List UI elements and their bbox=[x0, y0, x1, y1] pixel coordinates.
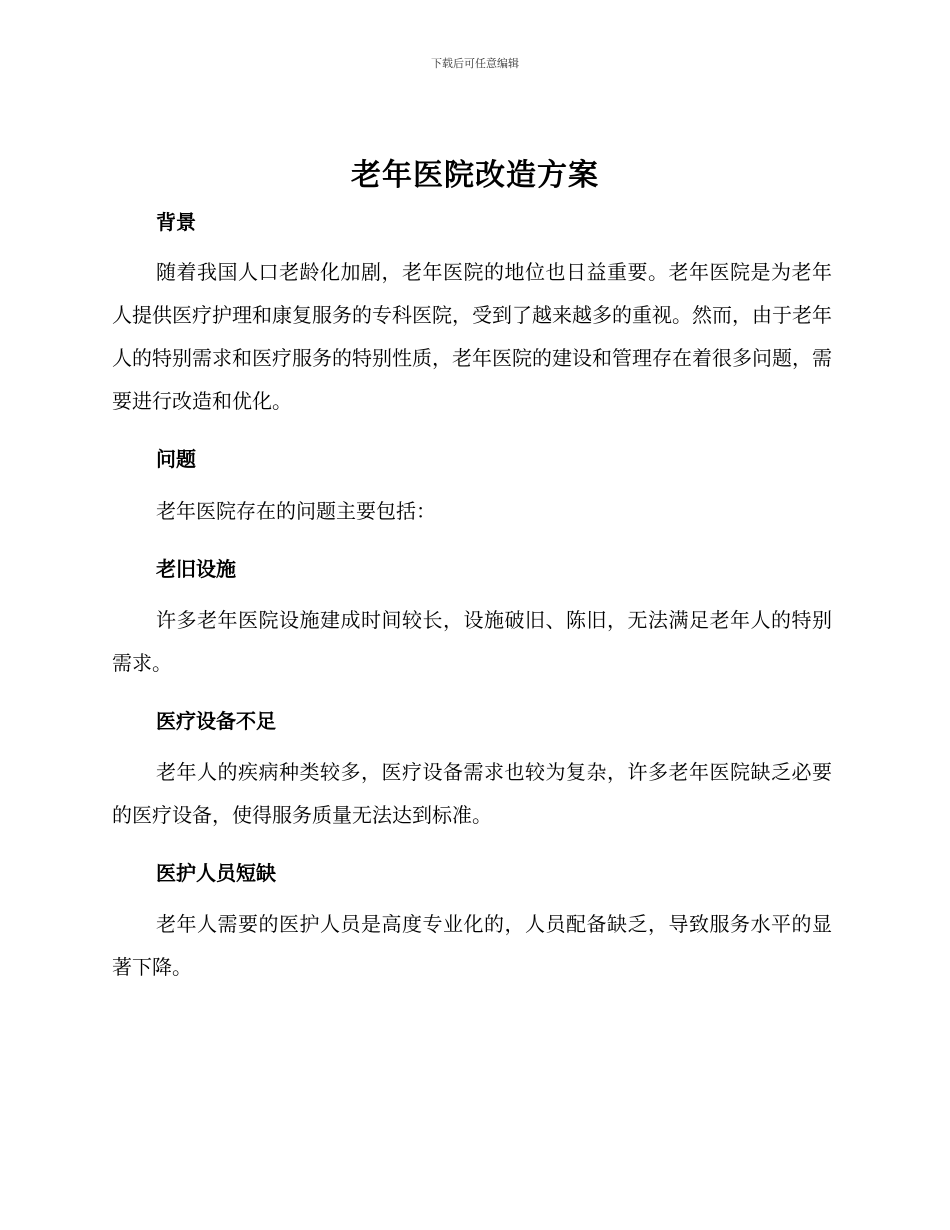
section-paragraph-equipment: 老年人的疾病种类较多，医疗设备需求也较为复杂，许多老年医院缺乏必要的医疗设备，使得服务质量无法达到标准。 bbox=[112, 760, 832, 827]
document-title: 老年医院改造方案 bbox=[351, 158, 599, 193]
section-heading-old-facilities: 老旧设施 bbox=[156, 557, 236, 581]
header-note: 下载后可任意编辑 bbox=[431, 57, 519, 70]
section-heading-staff: 医护人员短缺 bbox=[156, 861, 276, 885]
section-heading-equipment: 医疗设备不足 bbox=[156, 709, 276, 733]
section-heading-problems: 问题 bbox=[156, 447, 196, 471]
section-paragraph-problems: 老年医院存在的问题主要包括： bbox=[156, 499, 436, 523]
section-paragraph-staff: 老年人需要的医护人员是高度专业化的，人员配备缺乏，导致服务水平的显著下降。 bbox=[112, 912, 832, 979]
section-paragraph-old-facilities: 许多老年医院设施建成时间较长，设施破旧、陈旧，无法满足老年人的特别需求。 bbox=[112, 608, 832, 675]
section-heading-background: 背景 bbox=[156, 210, 196, 234]
section-paragraph-background: 随着我国人口老龄化加剧，老年医院的地位也日益重要。老年医院是为老年人提供医疗护理和康复服务的专科医院，受到了越来越多的重视。然而，由于老年人的特别需求和医疗服务的特别性质，老年医院的建设和管理存在着很多问题，需要进行改造和优化。 bbox=[112, 260, 832, 413]
